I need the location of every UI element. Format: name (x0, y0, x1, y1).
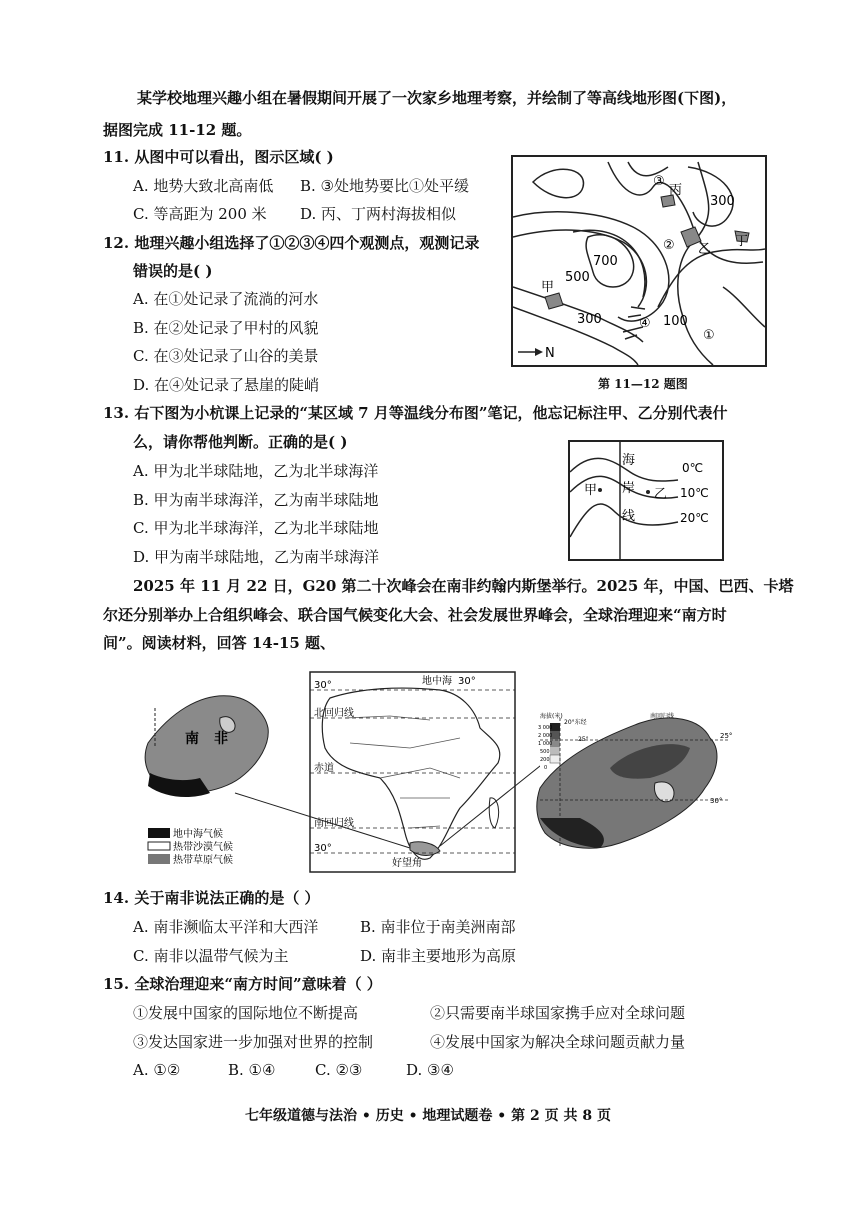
fig1-label-100: 100 (663, 314, 688, 329)
fig2-t0: 0℃ (682, 461, 704, 475)
relief-lat25: 25° (720, 732, 733, 740)
relief-tropic: 南回归线 (650, 713, 675, 720)
relief-level-5: 0 (544, 765, 548, 771)
relief-level-3: 500 (540, 749, 550, 755)
fig1-north: N (545, 346, 555, 361)
relief-level-0: 3 000 (538, 725, 553, 731)
q11-option-a: A. 地势大致北高南低 (133, 177, 274, 195)
climate-map-nan: 南 (185, 731, 199, 747)
fig1-label-4: ④ (639, 316, 651, 331)
q12-option-d: D. 在④处记录了悬崖的陡峭 (133, 376, 320, 394)
q15-option-d: D. ③④ (406, 1061, 454, 1079)
material-line-3: 间”。阅读材料，回答 14-15 题、 (103, 634, 336, 652)
fig1-label-300b: 300 (577, 312, 602, 327)
q14-option-c: C. 南非以温带气候为主 (133, 947, 289, 965)
q14-option-d: D. 南非主要地形为高原 (360, 947, 517, 965)
map-tropic-n: 北回归线 (314, 708, 354, 719)
contour-map (511, 155, 767, 367)
q13-stem: 13. 右下图为小杭课上记录的“某区域 7 月等温线分布图”笔记，他忘记标注甲、乙分别代表什 (103, 404, 728, 422)
relief-level-1: 2 000 (538, 733, 553, 739)
q13-option-d: D. 甲为南半球陆地，乙为南半球海洋 (133, 548, 380, 566)
q12-option-b: B. 在②处记录了甲村的风貌 (133, 319, 319, 337)
q12-option-a: A. 在①处记录了流淌的河水 (133, 290, 319, 308)
fig2-hai: 海 (622, 453, 636, 468)
fig2-xian: 线 (622, 509, 636, 524)
q13-option-a: A. 甲为北半球陆地，乙为北半球海洋 (133, 462, 379, 480)
q15-item-2: ②只需要南半球国家携手应对全球问题 (430, 1004, 686, 1022)
south-africa-figure (130, 668, 790, 878)
map-cape: 好望角 (392, 858, 422, 869)
fig2-yi: 乙 (654, 487, 668, 502)
fig1-label-ding: 丁 (735, 234, 749, 249)
isotherm-sketch (568, 440, 724, 561)
climate-legend (148, 827, 233, 866)
material-line-1: 2025 年 11 月 22 日，G20 第二十次峰会在南非约翰内斯堡举行。2025 年，中国、巴西、卡塔 (133, 577, 794, 595)
fig2-jia: 甲 (584, 483, 598, 498)
q15-option-b: B. ①④ (228, 1061, 276, 1079)
fig1-label-bing: 丙 (669, 183, 683, 198)
fig1-label-yi: 乙 (698, 242, 712, 257)
q13-option-b: B. 甲为南半球海洋，乙为南半球陆地 (133, 491, 379, 509)
relief-lat25-l: 25° (578, 736, 589, 743)
map-lat30s: 30° (314, 843, 332, 854)
map-med: 地中海 (422, 676, 452, 687)
q11-option-c: C. 等高距为 200 米 (133, 205, 267, 223)
map-tropic-s: 南回归线 (314, 818, 354, 829)
relief-legend-title: 海拔(米) (540, 713, 563, 720)
legend-savanna: 热带草原气候 (173, 855, 233, 866)
fig1-label-1: ① (703, 328, 715, 343)
map-equator: 赤道 (314, 763, 334, 774)
relief-lat30: 30° (710, 797, 723, 805)
q11-stem: 11. 从图中可以看出，图示区域( ) (103, 148, 334, 166)
fig1-label-3: ③ (653, 174, 665, 189)
q11-option-b: B. ③处地势要比①处平缓 (300, 177, 470, 195)
q14-option-b: B. 南非位于南美洲南部 (360, 918, 516, 936)
fig2-t20: 20℃ (680, 511, 709, 525)
map-lat30n-r: 30° (458, 676, 476, 687)
q14-option-a: A. 南非濒临太平洋和大西洋 (133, 918, 319, 936)
fig1-label-jia: 甲 (541, 280, 555, 295)
relief-level-4: 200 (540, 757, 550, 763)
fig2-t10: 10℃ (680, 486, 709, 500)
legend-desert: 热带沙漠气候 (173, 842, 233, 853)
map-lat30n: 30° (314, 680, 332, 691)
q15-option-c: C. ②③ (315, 1061, 363, 1079)
climate-map-fei: 非 (214, 731, 228, 747)
fig2-an: 岸 (622, 481, 636, 496)
material-line-2: 尔还分别举办上合组织峰会、联合国气候变化大会、社会发展世界峰会，全球治理迎来“南方时 (103, 606, 727, 624)
q15-option-a: A. ①② (133, 1061, 181, 1079)
q11-option-d: D. 丙、丁两村海拔相似 (300, 205, 457, 223)
intro-line-1: 某学校地理兴趣小组在暑假期间开展了一次家乡地理考察，并绘制了等高线地形图(下图)， (137, 89, 737, 107)
q12-option-c: C. 在③处记录了山谷的美景 (133, 347, 319, 365)
q12-stem-2: 错误的是( ) (133, 262, 213, 280)
q14-stem: 14. 关于南非说法正确的是（ ） (103, 889, 320, 907)
fig1-label-700: 700 (593, 254, 618, 269)
q15-item-4: ④发展中国家为解决全球问题贡献力量 (430, 1033, 686, 1051)
fig1-label-500: 500 (565, 270, 590, 285)
q15-item-3: ③发达国家进一步加强对世界的控制 (133, 1033, 374, 1051)
q15-item-1: ①发展中国家的国际地位不断提高 (133, 1004, 359, 1022)
intro-line-2: 据图完成 11-12 题。 (103, 121, 252, 139)
relief-map (537, 708, 733, 848)
fig1-caption: 第 11—12 题图 (598, 377, 688, 391)
q13-option-c: C. 甲为北半球海洋，乙为北半球陆地 (133, 519, 379, 537)
legend-mediterranean: 地中海气候 (173, 829, 223, 840)
fig1-label-300a: 300 (710, 194, 735, 209)
relief-lon: 20°东经 (564, 719, 587, 726)
climate-map (145, 696, 268, 797)
page-footer: 七年级道德与法治 • 历史 • 地理试题卷 • 第 2 页 共 8 页 (245, 1108, 611, 1124)
relief-level-2: 1 000 (538, 741, 553, 747)
q13-stem-2: 么，请你帮他判断。正确的是( ) (133, 433, 348, 451)
q15-stem: 15. 全球治理迎来“南方时间”意味着（ ） (103, 975, 382, 993)
q12-stem: 12. 地理兴趣小组选择了①②③④四个观测点，观测记录 (103, 234, 480, 252)
fig1-label-2: ② (663, 238, 675, 253)
